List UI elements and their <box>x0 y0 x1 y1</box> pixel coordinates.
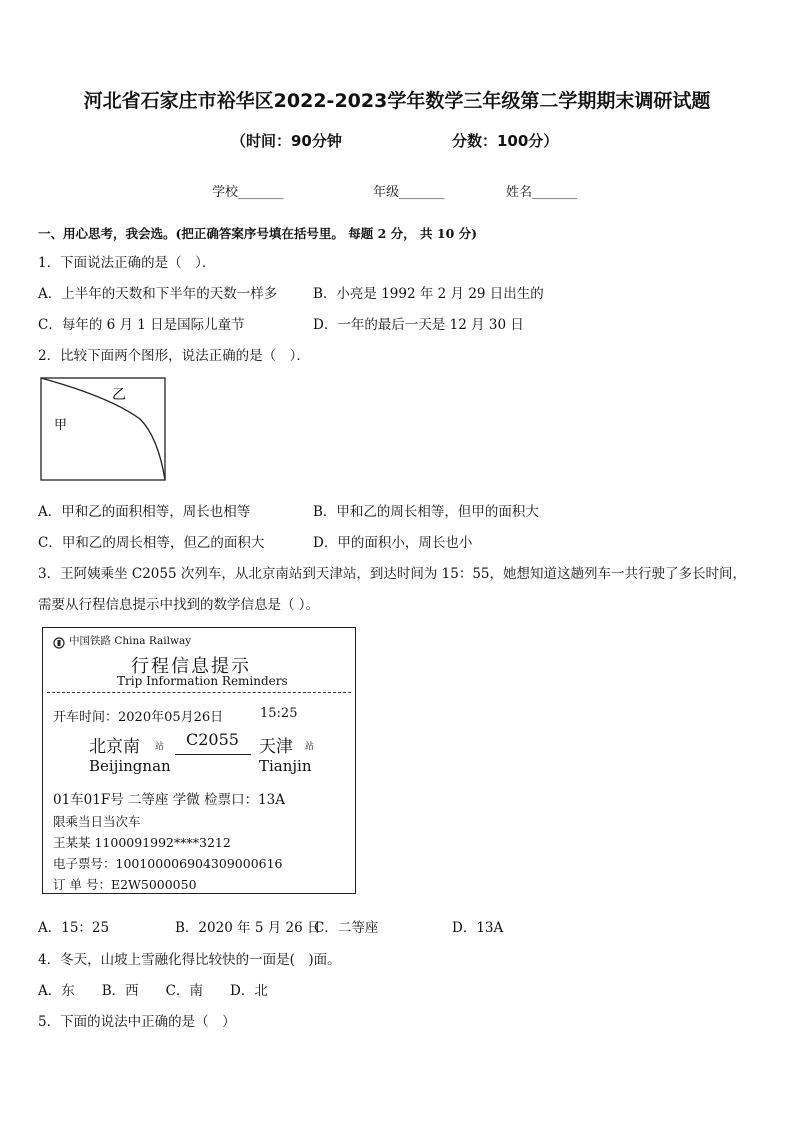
seat-info: 01车01F号 二等座 学微 检票口：13A <box>53 792 286 808</box>
route-line <box>175 754 251 755</box>
q4-stem: 4．冬天，山坡上雪融化得比较快的一面是( )面。 <box>38 952 341 968</box>
q2-stem: 2．比较下面两个图形，说法正确的是（ ）． <box>38 348 310 364</box>
q1-option-a: A．上半年的天数和下半年的天数一样多 <box>38 286 278 302</box>
label-yi: 乙 <box>112 387 126 403</box>
railway-brand: 中国铁路 China Railway <box>69 635 192 647</box>
q2-option-a: A．甲和乙的面积相等，周长也相等 <box>38 504 251 520</box>
q1-stem: 1．下面说法正确的是（ ）． <box>38 255 216 271</box>
passenger-info: 王某某 1100091992****3212 <box>53 835 231 850</box>
ticket-title-cn: 行程信息提示 <box>131 656 251 677</box>
section-heading: 一、用心思考，我会选。(把正确答案序号填在括号里。 每题 2 分， 共 10 分) <box>38 226 478 241</box>
ticket-title-en: Trip Information Reminders <box>117 674 288 688</box>
name-field: 姓名_______ <box>506 185 578 200</box>
exam-time: （时间：90分钟 <box>231 132 342 150</box>
ticket-divider <box>47 692 351 693</box>
q1-option-c: C．每年的 6 月 1 日是国际儿童节 <box>38 317 245 333</box>
q2-figure <box>40 377 168 487</box>
q2-option-b: B．甲和乙的周长相等，但甲的面积大 <box>313 504 539 520</box>
q3-stem-line2: 需要从行程信息提示中找到的数学信息是（ ）。 <box>38 597 320 613</box>
school-field: 学校_______ <box>212 185 284 200</box>
q3-stem-line1: 3．王阿姨乘坐 C2055 次列车，从北京南站到天津站，到达时间为 15：55，她想知道这趟列车一共行驶了多长时间， <box>38 566 747 582</box>
q3-option-a: A．15：25 <box>38 920 110 936</box>
depart-date: 开车时间：2020年05月26日 <box>53 710 224 725</box>
to-station-cn: 天津 <box>259 737 293 757</box>
ticket-limit: 限乘当日当次车 <box>53 814 141 829</box>
to-station-suffix: 站 <box>305 742 315 752</box>
q4-options: A．东 B．西 C．南 D．北 <box>38 983 268 999</box>
exam-score: 分数：100分） <box>452 132 559 150</box>
q2-option-c: C．甲和乙的周长相等，但乙的面积大 <box>38 535 265 551</box>
q3-option-b: B．2020 年 5 月 26 日 <box>175 920 321 936</box>
from-station-cn: 北京南 <box>89 737 140 757</box>
q3-option-d: D．13A <box>452 920 504 936</box>
q1-option-d: D．一年的最后一天是 12 月 30 日 <box>313 317 524 333</box>
q3-option-c: C．二等座 <box>314 920 379 936</box>
depart-time: 15:25 <box>260 706 298 721</box>
grade-field: 年级_______ <box>373 185 445 200</box>
q1-option-b: B．小亮是 1992 年 2 月 29 日出生的 <box>313 286 544 302</box>
q2-option-d: D．甲的面积小，周长也小 <box>313 535 473 551</box>
trip-info-ticket <box>42 627 356 894</box>
to-station-en: Tianjin <box>259 757 312 775</box>
label-jia: 甲 <box>54 418 68 433</box>
from-station-en: Beijingnan <box>89 757 171 775</box>
page-title: 河北省石家庄市裕华区2022-2023学年数学三年级第二学期期末调研试题 <box>83 90 711 112</box>
train-number: C2055 <box>186 730 239 749</box>
railway-logo-icon <box>53 634 65 653</box>
from-station-suffix: 站 <box>155 742 165 752</box>
order-number: 订 单 号：E2W5000050 <box>53 877 197 892</box>
eticket-number: 电子票号：10010000690430900061​6 <box>53 856 283 871</box>
q5-stem: 5．下面的说法中正确的是（ ） <box>38 1014 236 1030</box>
